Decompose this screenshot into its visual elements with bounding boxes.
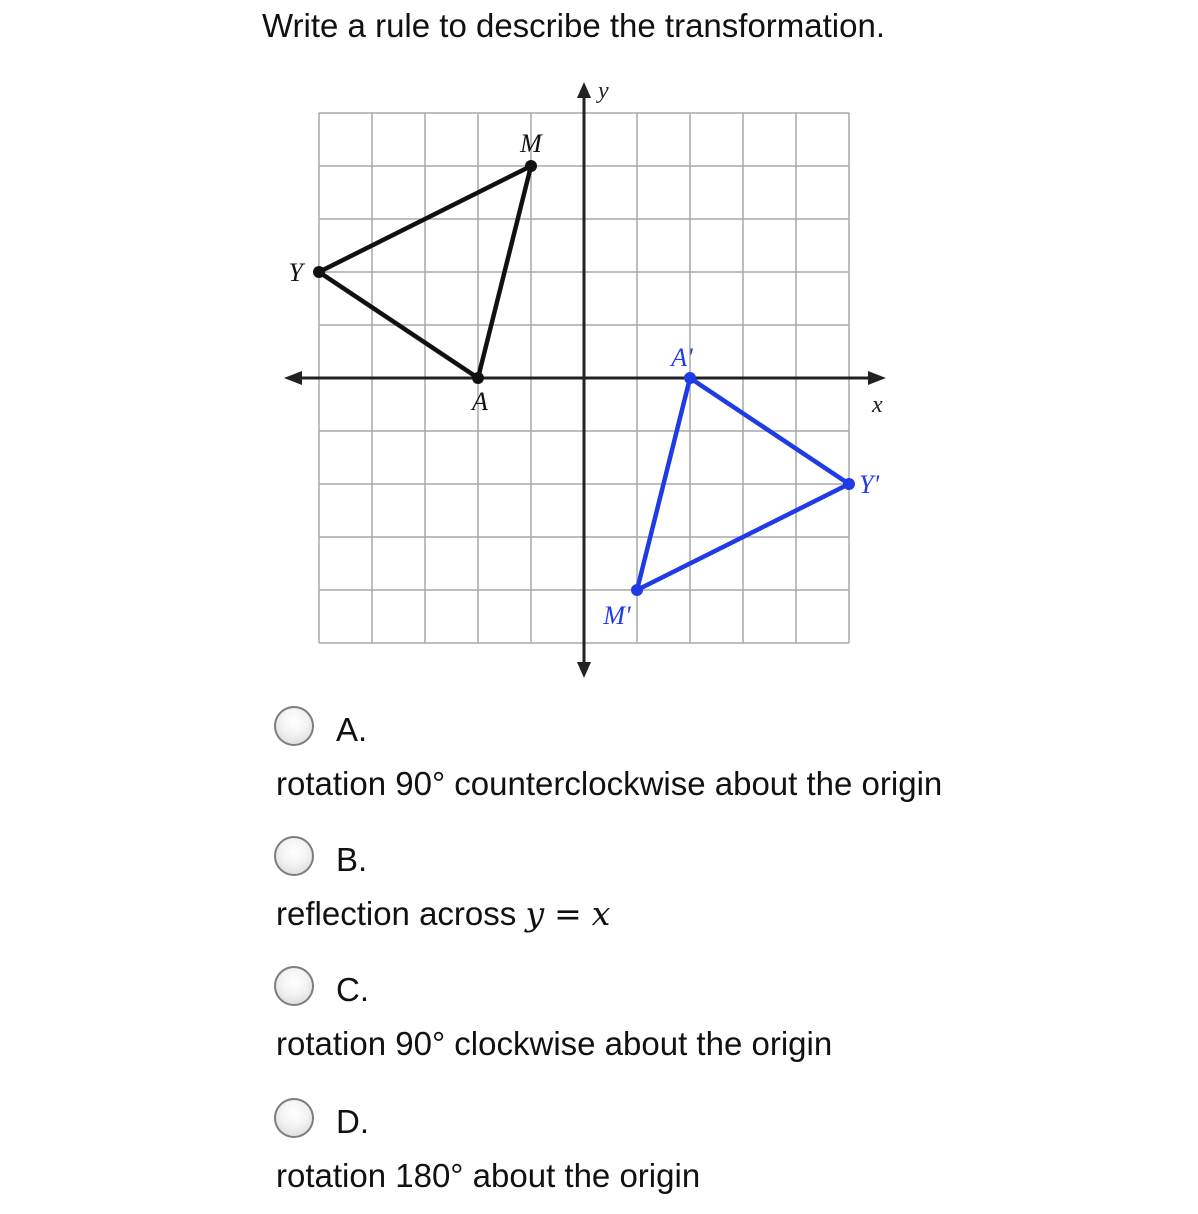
vertex-y-prime (843, 478, 855, 490)
equation-lhs: y (525, 894, 545, 933)
option-b-text-prefix: reflection across (276, 895, 526, 932)
y-axis-label: y (598, 78, 609, 104)
option-c[interactable] (0, 962, 1198, 1082)
vertex-label-a-prime: A' (671, 343, 693, 372)
option-d-text: rotation 180° about the origin (276, 1157, 701, 1194)
triangle-mya-image (602, 343, 879, 630)
option-a-text: rotation 90° counterclockwise about the origin (276, 765, 943, 802)
vertex-label-y-prime: Y' (859, 470, 880, 499)
vertex-m-prime (631, 584, 643, 596)
option-a-radio[interactable] (274, 706, 314, 746)
option-b-letter: B. (336, 841, 368, 878)
vertex-label-m-prime: M' (603, 601, 631, 630)
vertex-y (313, 266, 325, 278)
option-d-letter: D. (336, 1103, 369, 1140)
option-b-equation (525, 894, 610, 933)
y-axis-arrow-up (577, 82, 591, 98)
option-b-text (276, 894, 610, 934)
vertex-m (525, 160, 537, 172)
option-d-radio[interactable] (274, 1098, 314, 1138)
vertex-label-m: M (520, 129, 542, 158)
vertex-label-a: A (472, 387, 488, 416)
vertex-a-prime (684, 372, 696, 384)
option-c-letter: C. (336, 971, 369, 1008)
option-a[interactable] (0, 700, 1198, 820)
vertex-label-y: Y (288, 258, 303, 287)
option-c-radio[interactable] (274, 966, 314, 1006)
option-c-text: rotation 90° clockwise about the origin (276, 1025, 833, 1062)
vertex-a (472, 372, 484, 384)
option-b[interactable] (0, 832, 1198, 952)
option-d[interactable] (0, 1094, 1198, 1214)
question-text: Write a rule to describe the transformation. (262, 7, 886, 44)
x-axis-arrow-left (284, 371, 302, 385)
y-axis-arrow-down (577, 662, 591, 678)
option-a-letter: A. (336, 711, 368, 748)
equation-operator: = (554, 894, 582, 933)
equation-rhs: x (591, 894, 611, 933)
option-b-radio[interactable] (274, 836, 314, 876)
x-axis-arrow-right (868, 371, 886, 385)
x-axis-label: x (872, 392, 883, 418)
